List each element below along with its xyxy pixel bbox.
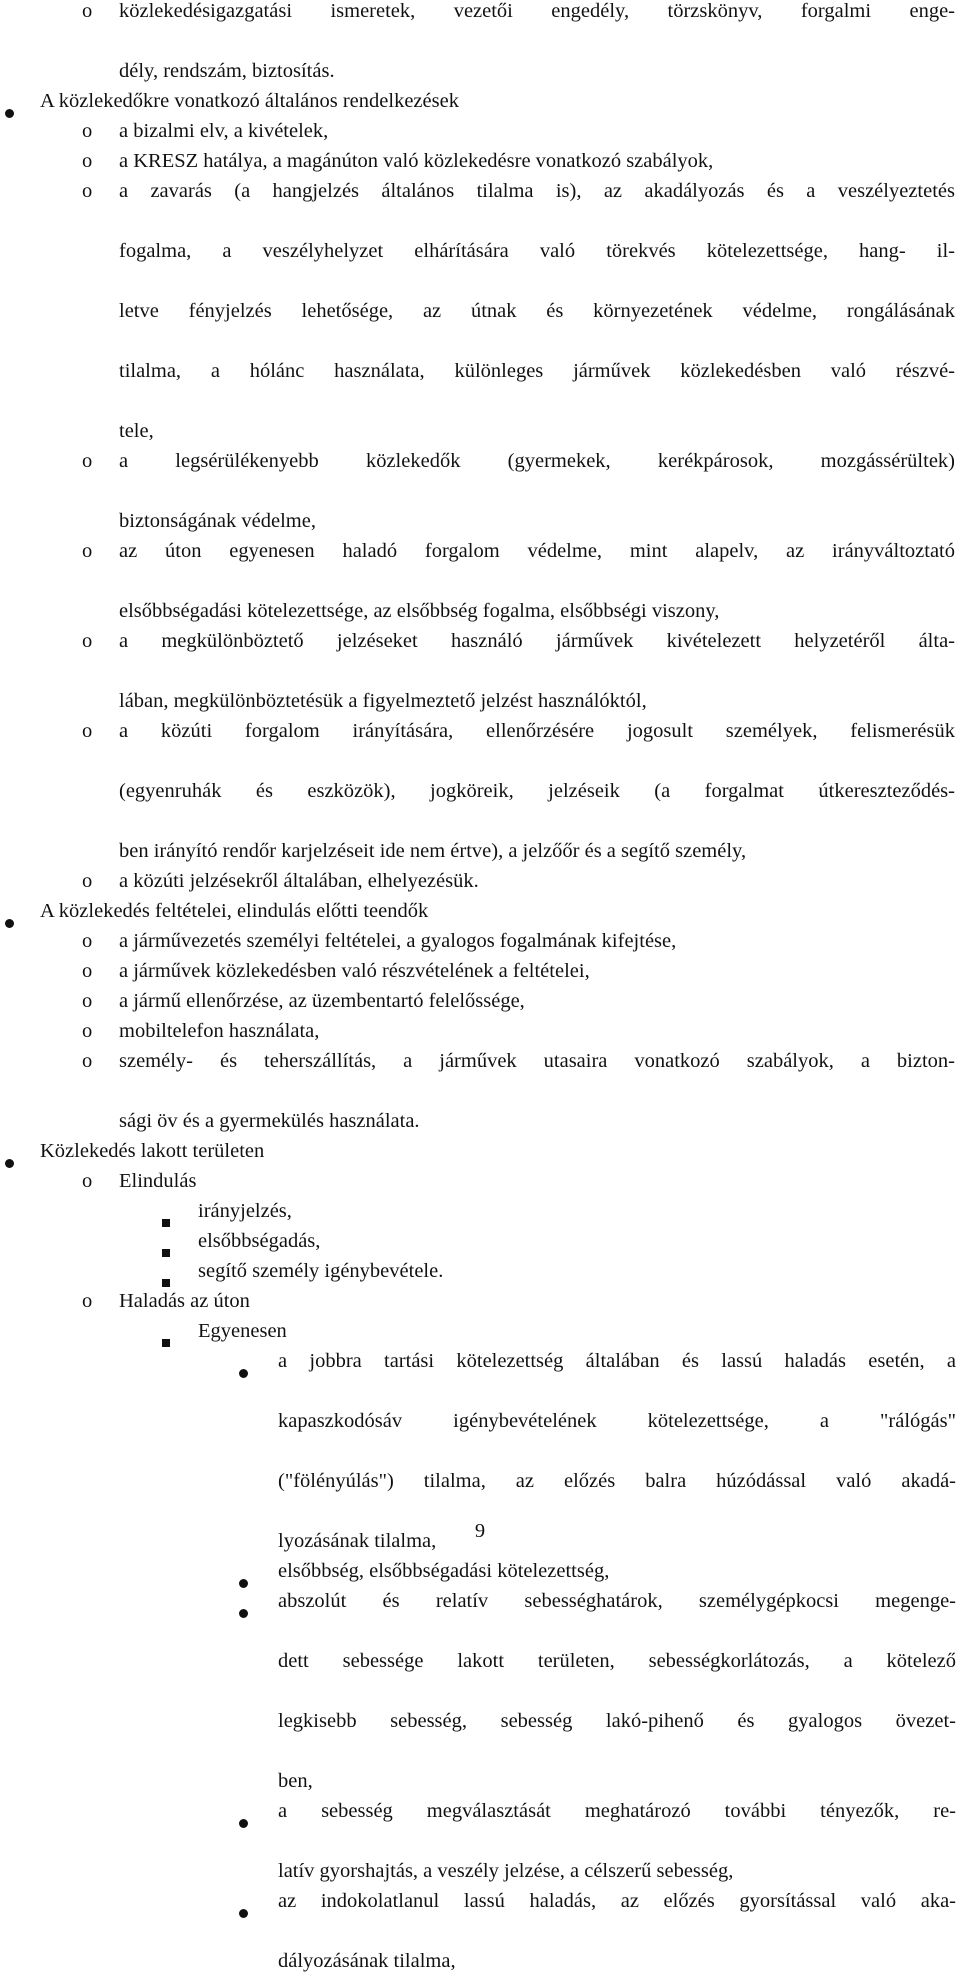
list-item-line: [0, 1856, 960, 1886]
list-item-text: személy- és teherszállítás, a járművek utasaira vonatkozó szabályok, a bizton-: [119, 1050, 955, 1072]
list-item-line: [0, 1346, 960, 1406]
list-item-text: a sebesség megválasztását meghatározó további tényezők, re-: [278, 1800, 956, 1822]
list-item-text: segítő személy igénybevétele.: [198, 1260, 444, 1282]
list-item-line: [0, 1946, 960, 1976]
list-item-text: ("fölényúlás") tilalma, az előzés balra húzódással való akadá-: [278, 1470, 956, 1492]
list-item-line: [0, 926, 960, 956]
list-item-line: [0, 716, 960, 776]
list-item-text: dély, rendszám, biztosítás.: [119, 60, 335, 82]
list-item-line: [0, 1406, 960, 1466]
list-item-line: [0, 56, 960, 86]
bullet-circle-icon: o: [82, 150, 93, 172]
bullet-circle-icon: o: [82, 0, 93, 22]
list-item-text: Közlekedés lakott területen: [40, 1140, 265, 1162]
list-item-line: [0, 866, 960, 896]
list-item-text: a közúti jelzésekről általában, elhelyezésük.: [119, 870, 479, 892]
list-item-line: [0, 1226, 960, 1256]
list-item-text: (egyenruhák és eszközök), jogköreik, jelzéseik (a forgalmat útkereszteződés-: [119, 780, 955, 802]
list-item-text: dályozásának tilalma,: [278, 1950, 456, 1972]
list-item-line: [0, 1106, 960, 1136]
list-item-text: a bizalmi elv, a kivételek,: [119, 120, 329, 142]
list-item-line: [0, 1586, 960, 1646]
list-item-text: a jármű ellenőrzése, az üzembentartó felelőssége,: [119, 990, 525, 1012]
bullet-dot-icon: [239, 1909, 248, 1918]
bullet-circle-icon: o: [82, 1050, 93, 1072]
list-item-line: [0, 1286, 960, 1316]
list-item-text: tilalma, a hólánc használata, különleges járművek közlekedésben való részvé-: [119, 360, 955, 382]
list-item-text: legkisebb sebesség, sebesség lakó-pihenő és gyalogos övezet-: [278, 1710, 956, 1732]
list-item-line: [0, 0, 960, 56]
bullet-dot-icon: [239, 1819, 248, 1828]
list-item-text: mobiltelefon használata,: [119, 1020, 320, 1042]
list-item-text: latív gyorshajtás, a veszély jelzése, a célszerű sebesség,: [278, 1860, 734, 1882]
list-item-line: [0, 356, 960, 416]
bullet-circle-icon: o: [82, 990, 93, 1012]
list-item-text: A közlekedőkre vonatkozó általános rendelkezések: [40, 90, 459, 112]
list-item-text: lyozásának tilalma,: [278, 1530, 437, 1552]
bullet-circle-icon: o: [82, 870, 93, 892]
list-item-text: biztonságának védelme,: [119, 510, 316, 532]
list-item-line: [0, 146, 960, 176]
list-item-line: [0, 86, 960, 116]
list-item-line: [0, 116, 960, 146]
list-item-line: [0, 1646, 960, 1706]
list-item-text: ben irányító rendőr karjelzéseit ide nem értve), a jelzőőr és a segítő személy,: [119, 840, 747, 862]
list-item-text: fogalma, a veszélyhelyzet elhárítására való törekvés kötelezettsége, hang- il-: [119, 240, 955, 262]
list-item-line: [0, 1796, 960, 1856]
list-item-line: [0, 1136, 960, 1166]
list-item-text: letve fényjelzés lehetősége, az útnak és környezetének védelme, rongálásának: [119, 300, 955, 322]
page-number: 9: [474, 1520, 486, 1542]
list-item-text: a járművezetés személyi feltételei, a gyalogos fogalmának kifejtése,: [119, 930, 677, 952]
list-item-line: [0, 1196, 960, 1226]
bullet-dot-icon: [239, 1357, 248, 1387]
list-item-line: [0, 1166, 960, 1196]
bullet-dot-icon: [239, 1609, 248, 1618]
list-item-text: Elindulás: [119, 1170, 197, 1192]
bullet-circle-icon: o: [82, 1170, 93, 1192]
list-item-line: [0, 626, 960, 686]
list-item-line: [0, 506, 960, 536]
list-item-line: [0, 776, 960, 836]
list-item-line: [0, 1556, 960, 1586]
list-item-line: [0, 536, 960, 596]
list-item-text: a járművek közlekedésben való részvételének a feltételei,: [119, 960, 590, 982]
list-item-text: a legsérülékenyebb közlekedők (gyermekek, kerékpárosok, mozgássérültek): [119, 450, 955, 472]
bullet-dot-icon: [239, 1897, 248, 1927]
list-item-text: abszolút és relatív sebességhatárok, személygépkocsi megenge-: [278, 1590, 956, 1612]
list-item-line: [0, 1886, 960, 1946]
bullet-circle-icon: o: [82, 540, 93, 562]
bullet-circle-icon: o: [82, 720, 93, 742]
list-item-line: [0, 896, 960, 926]
list-item-text: sági öv és a gyermekülés használata.: [119, 1110, 420, 1132]
list-item-line: [0, 296, 960, 356]
list-item-text: dett sebessége lakott területen, sebességkorlátozás, a kötelező: [278, 1650, 956, 1672]
list-item-line: [0, 986, 960, 1016]
bullet-circle-icon: o: [82, 960, 93, 982]
list-item-line: [0, 176, 960, 236]
list-item-text: a közúti forgalom irányítására, ellenőrzésére jogosult személyek, felismerésük: [119, 720, 955, 742]
bullet-circle-icon: o: [82, 1020, 93, 1042]
list-item-text: a megkülönböztető jelzéseket használó járművek kivételezett helyzetéről álta-: [119, 630, 955, 652]
list-item-line: [0, 836, 960, 866]
list-item-text: közlekedésigazgatási ismeretek, vezetői engedély, törzskönyv, forgalmi enge-: [119, 0, 955, 22]
list-item-text: ben,: [278, 1770, 313, 1792]
list-item-text: elsőbbség, elsőbbségadási kötelezettség,: [278, 1560, 610, 1582]
list-item-line: [0, 1016, 960, 1046]
list-item-text: Haladás az úton: [119, 1290, 250, 1312]
bullet-circle-icon: o: [82, 120, 93, 142]
bullet-circle-icon: o: [82, 630, 93, 652]
list-item-line: [0, 1316, 960, 1346]
list-item-line: [0, 446, 960, 506]
list-item-text: irányjelzés,: [198, 1200, 292, 1222]
list-item-text: tele,: [119, 420, 154, 442]
list-item-line: [0, 596, 960, 626]
list-item-text: a zavarás (a hangjelzés általános tilalma is), az akadályozás és a veszélyeztetés: [119, 180, 955, 202]
list-item-text: a KRESZ hatálya, a magánúton való közlekedésre vonatkozó szabályok,: [119, 150, 714, 172]
list-item-line: [0, 416, 960, 446]
list-item-text: kapaszkodósáv igénybevételének kötelezettsége, a "rálógás": [278, 1410, 956, 1432]
list-item-text: A közlekedés feltételei, elindulás előtti teendők: [40, 900, 429, 922]
bullet-circle-icon: o: [82, 1290, 93, 1312]
list-item-line: [0, 956, 960, 986]
list-item-line: [0, 1706, 960, 1766]
list-item-line: [0, 1046, 960, 1106]
list-item-text: elsőbbségadási kötelezettsége, az elsőbbség fogalma, elsőbbségi viszony,: [119, 600, 720, 622]
bullet-dot-icon: [239, 1597, 248, 1627]
bullet-circle-icon: o: [82, 450, 93, 472]
list-item-line: [0, 1766, 960, 1796]
bullet-circle-icon: o: [82, 180, 93, 202]
list-item-text: elsőbbségadás,: [198, 1230, 321, 1252]
list-item-line: [0, 236, 960, 296]
list-item-text: a jobbra tartási kötelezettség általában és lassú haladás esetén, a: [278, 1350, 956, 1372]
list-item-text: az indokolatlanul lassú haladás, az előzés gyorsítással való aka-: [278, 1890, 956, 1912]
list-item-text: lában, megkülönböztetésük a figyelmeztető jelzést használóktól,: [119, 690, 647, 712]
bullet-dot-icon: [239, 1807, 248, 1837]
list-item-text: az úton egyenesen haladó forgalom védelme, mint alapelv, az irányváltoztató: [119, 540, 955, 562]
list-item-line: [0, 686, 960, 716]
list-item-text: Egyenesen: [198, 1320, 287, 1342]
bullet-circle-icon: o: [82, 930, 93, 952]
list-item-line: [0, 1256, 960, 1286]
bullet-dot-icon: [239, 1369, 248, 1378]
